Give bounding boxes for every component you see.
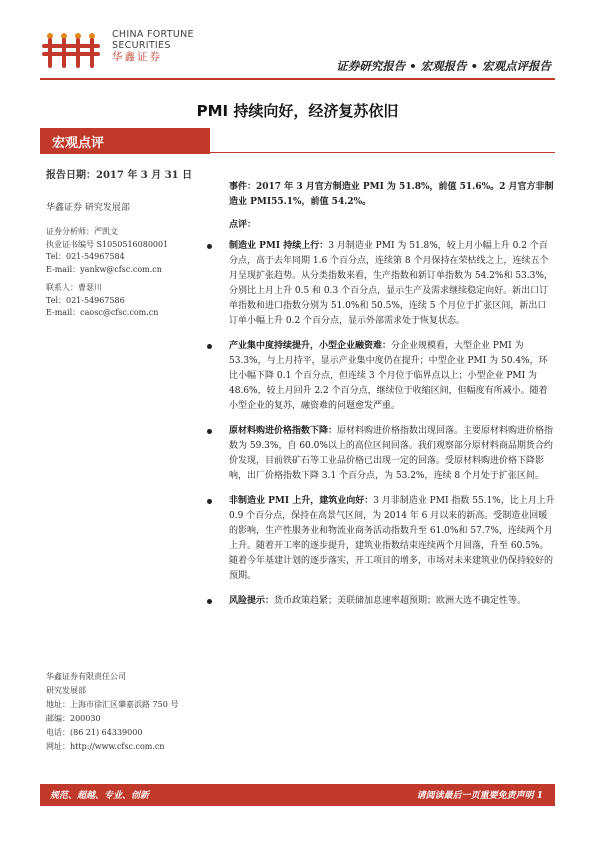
section-divider [210,152,555,153]
logo-en-line1: CHINA FORTUNE [112,29,194,40]
analyst-cert: 执业证书编号 S1050516080001 [46,239,169,249]
list-item [229,339,555,414]
company-contact [46,670,206,754]
list-item [229,494,555,584]
section-label-bar [40,128,210,154]
research-dept: 华鑫证券 研究发展部 [46,203,130,213]
document-title: PMI 持续向好，经济复苏依旧 [196,102,399,120]
bullet-icon [207,244,212,249]
company-logo [40,30,210,70]
contact-name: 联系人：曹瑟川 [46,283,102,292]
bullet-icon [207,599,212,604]
company-website[interactable]: 网址：http://www.cfsc.com.cn [46,742,165,751]
bullet-icon [207,499,212,504]
analyst-info [46,226,206,276]
logo-en-line2: SECURITIES [112,39,171,51]
list-item-heading: 产业集中度持续提升，小型企业融资难： [229,341,392,351]
analyst-email[interactable]: E-mail：yankw@cfsc.com.cn [46,264,162,274]
analyst-tel: Tel：021-54967584 [46,252,125,261]
list-item [229,424,555,484]
company-name: 华鑫证券有限责任公司 [46,672,126,681]
report-date: 报告日期：2017 年 3 月 31 日 [46,170,193,181]
contact-email[interactable]: E-mail：caosc@cfsc.com.cn [46,308,159,317]
list-item [229,594,555,609]
section-label: 宏观点评 [52,136,105,151]
logo-mark-icon [40,30,108,70]
bullet-icon [207,344,212,349]
list-item-heading: 原材料购进价格指数下降： [229,426,338,436]
list-item-body: 3 月非制造业 PMI 指数 55.1%，比上月上升 0.9 个百分点，保持在高景气区间，为 2014 年 6 月以来的新高。受制造业回暖的影响，生产性服务业和物流业商务活动指数升至 61.0%和 57.7%，连续两个月上升。随着开工率的逐步提升，建筑业指数结束连续两个月回落，升至 60.5%。随着今年基建计划的逐步落实，开工项目的增多，市场对未来建筑业仍保持较好的预期。 [229,496,555,581]
logo-cn: 华鑫证券 [112,51,162,63]
comment-heading: 点评： [229,220,257,230]
company-phone: 电话：(86 21) 64339000 [46,728,143,737]
list-item-heading: 非制造业 PMI 上升，建筑业向好： [229,496,374,506]
list-item [229,239,555,329]
list-item-body: 货币政策趋紧；美联储加息速率超预期；欧洲大选不确定性等。 [274,596,527,606]
event-summary: 事件：2017 年 3 月官方制造业 PMI 为 51.8%，前值 51.6%。2 月官方非制造业 PMI55.1%，前值 54.2%。 [229,182,554,207]
footer-motto: 规范、超越、专业、创新 [50,791,150,801]
main-content [229,180,555,619]
list-item-body: 3 月制造业 PMI 为 51.8%，较上月小幅上升 0.2 个百分点，高于去年同期 1.6 个百分点，连续第 8 个月保持在荣枯线之上，连续五个月呈现扩张趋势。从分类指数来看，生产指数和新订单指数为 54.2%和 53.3%，分别比上月上升 0.5 和 0.3 个百分点，显示生产及需求继续稳定向好。新出口订单指数和进口指数分别为 51.0%和 50.5%，连续 5 个月位于扩张区间，新出口订单小幅上升 0.2 个百分点，显示外部需求处于恢复状态。 [229,241,553,326]
contact-info [46,282,206,320]
list-item-body: 分企业规模看，大型企业 PMI 为 53.3%，与上月持平，显示产业集中度仍在提升；中型企业 PMI 为 50.4%，环比小幅下降 0.1 个百分点，但连续 3 个月位于临界点以上；小型企业 PMI 为 48.6%，较上月回升 2.2 个百分点，继续位于收缩区间，但幅度有所减小。随着小型企业的复苏，融资难的问题愈发严重。 [229,341,548,411]
bullet-icon [207,429,212,434]
company-zip: 邮编：200030 [46,714,101,723]
header-divider [40,78,555,80]
contact-tel: Tel：021-54967586 [46,295,125,305]
page-footer [40,784,555,806]
company-dept: 研究发展部 [46,686,86,695]
left-sidebar [46,170,206,326]
report-category-title: 证券研究报告 • 宏观报告 • 宏观点评报告 [336,59,551,73]
list-item-heading: 制造业 PMI 持续上行： [229,241,329,251]
analyst-name: 证券分析师：严凯文 [46,227,118,236]
footer-disclaimer-note[interactable]: 请阅读最后一页重要免责声明 1 [416,791,543,801]
list-item-body: 原材料购进价格指数出现回落。主要原材料购进价格指数为 59.3%，自 60.0%以上的高位区间回落。我们观察部分原材料商品期货合约价发现，目前铁矿石等工业品价格已出现一定的回落。受原材料购进价格下降影响，出厂价格指数下降 3.1 个百分点，为 53.2%，连续 8 个月处于扩张区间。 [229,426,554,481]
company-address: 地址：上海市徐汇区肇嘉浜路 750 号 [46,700,179,709]
list-item-heading: 风险提示： [229,596,275,606]
